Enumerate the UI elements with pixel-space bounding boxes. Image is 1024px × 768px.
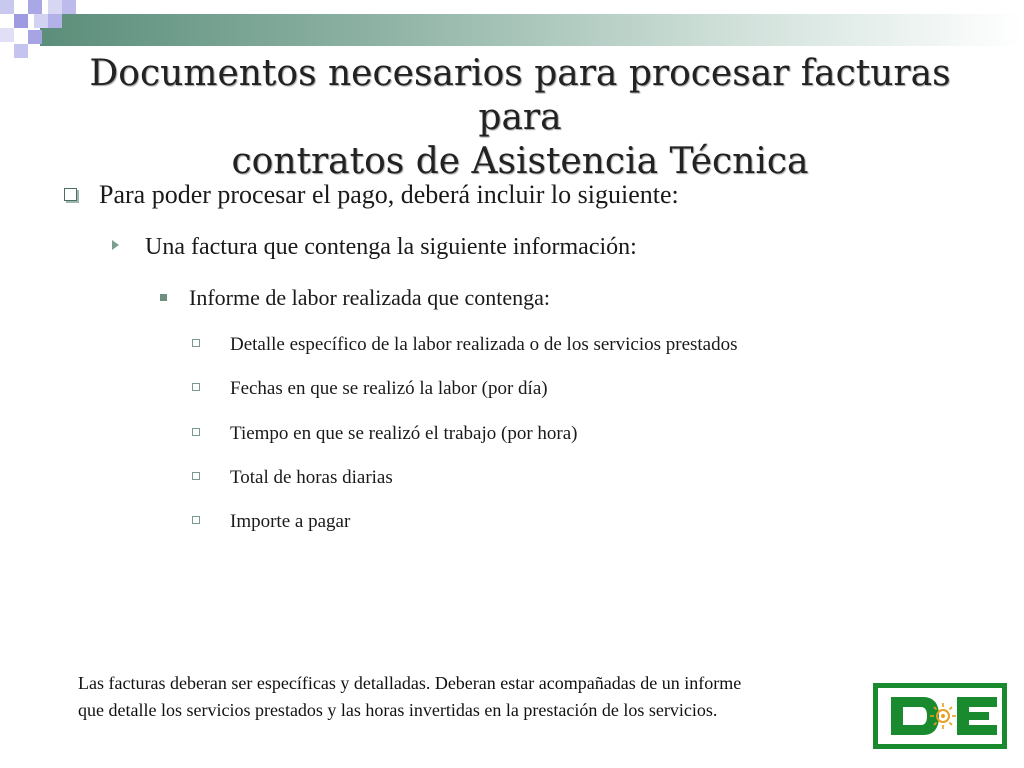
bullet-text: Total de horas diarias	[230, 467, 393, 488]
bullet-text: Tiempo en que se realizó el trabajo (por hora)	[230, 423, 578, 444]
list-item	[192, 378, 548, 400]
bullet-text: Una factura que contenga la siguiente información:	[145, 234, 637, 260]
list-item	[192, 423, 578, 445]
bullet-text: Para poder procesar el pago, deberá incluir lo siguiente:	[99, 180, 679, 209]
hollow-square-bullet-icon	[192, 428, 200, 436]
bullet-text: Detalle específico de la labor realizada o de los servicios prestados	[230, 334, 738, 355]
list-item	[192, 467, 393, 489]
list-item	[192, 511, 350, 533]
de-logo	[873, 683, 1007, 749]
hollow-square-bullet-icon	[192, 383, 200, 391]
slide-title	[60, 52, 980, 184]
header-gradient-bar	[40, 14, 1024, 46]
arrow-bullet-icon	[112, 240, 119, 250]
square-bullet-icon	[160, 294, 167, 301]
footer-note-line-2: que detalle los servicios prestados y las horas invertidas en la prestación de los servicios.	[78, 700, 718, 720]
bullet-level-3	[160, 285, 550, 311]
list-item	[192, 334, 738, 356]
title-line-2: contratos de Asistencia Técnica	[231, 141, 809, 182]
hollow-square-bullet-icon	[192, 339, 200, 347]
footer-note	[78, 670, 878, 724]
hollow-square-bullet-icon	[192, 472, 200, 480]
title-line-1: Documentos necesarios para procesar facturas para	[89, 53, 951, 138]
bullet-text: Informe de labor realizada que contenga:	[189, 285, 550, 310]
bullet-text: Fechas en que se realizó la labor (por día)	[230, 378, 548, 399]
footer-note-line-1: Las facturas deberan ser específicas y detalladas. Deberan estar acompañadas de un informe	[78, 673, 742, 693]
hollow-square-bullet-icon	[192, 516, 200, 524]
checkbox-bullet-icon	[64, 188, 77, 201]
bullet-text: Importe a pagar	[230, 511, 351, 532]
bullet-level-1	[64, 180, 679, 210]
bullet-level-2	[112, 234, 637, 261]
